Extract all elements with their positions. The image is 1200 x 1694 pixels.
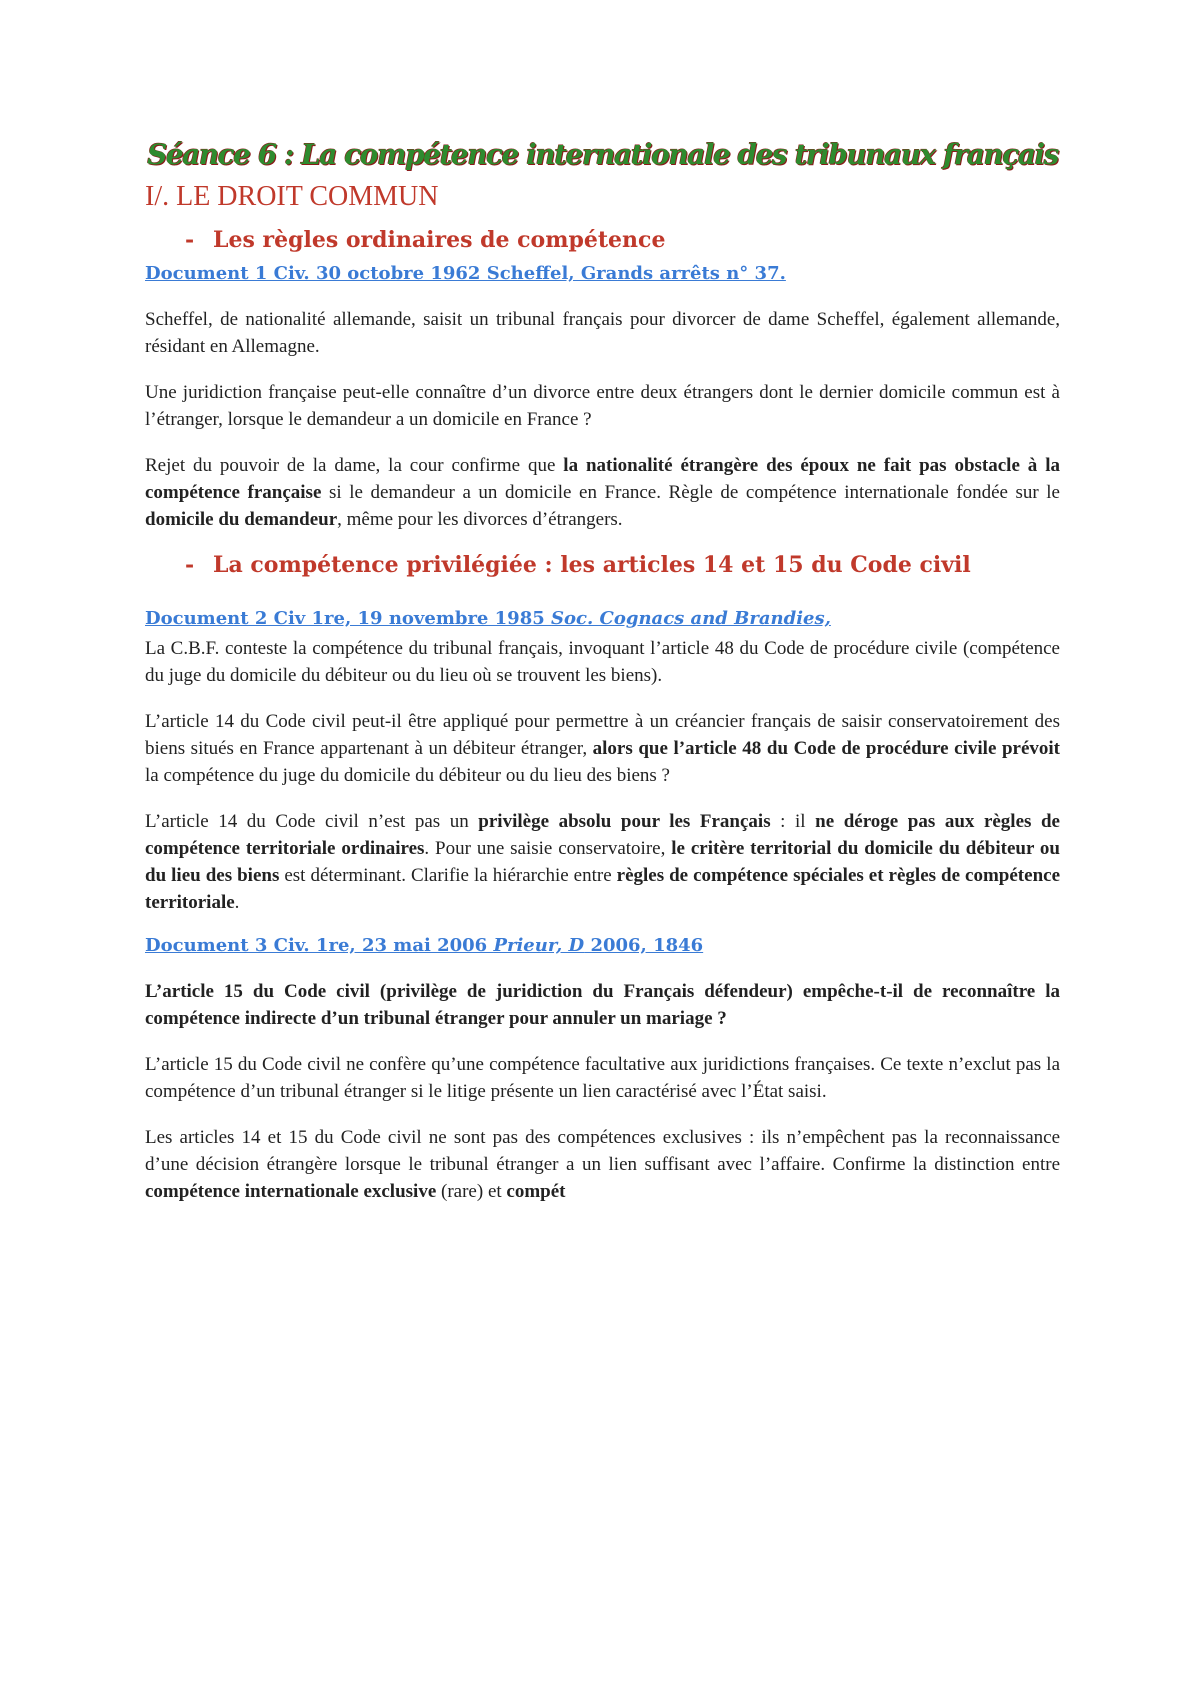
doc1-facts: Scheffel, de nationalité allemande, saisit un tribunal français pour divorcer de dame Scheffel, également allemande, résidant en Allemagne. — [145, 309, 1060, 357]
doc1-question: Une juridiction française peut-elle connaître d’un divorce entre deux étrangers dont le dernier domicile commun est à l’étranger, lorsque le demandeur a un domicile en France ? — [145, 382, 1060, 430]
subheading-ordinary-rules — [145, 227, 1060, 253]
subheading-privileged-competence — [145, 552, 1060, 578]
document-1-reference[interactable]: Document 1 Civ. 30 octobre 1962 Scheffel, Grands arrêts n° 37. — [145, 263, 786, 284]
doc3-question: L’article 15 du Code civil (privilège de juridiction du Français défendeur) empêche-t-il de reconnaître la compétence indirecte d’un tribunal étranger pour annuler un mariage ? — [145, 981, 1060, 1029]
bullet-dash: - — [185, 552, 195, 578]
doc2-solution: L’article 14 du Code civil n’est pas un privilège absolu pour les Français : il ne déroge pas aux règles de compétence territoriale ordinaires. Pour une saisie conservatoire, le critère territorial du domicile du débiteur ou du lieu des biens est déterminant. Clarifie la hiérarchie entre règles de compétence spéciales et règles de compétence territoriale. — [145, 811, 1060, 913]
document-3-reference[interactable]: Document 3 Civ. 1re, 23 mai 2006 Prieur, D 2006, 1846 — [145, 935, 704, 956]
doc3-scope: Les articles 14 et 15 du Code civil ne sont pas des compétences exclusives : ils n’empêchent pas la reconnaissance d’une décision étrangère lorsque le tribunal étranger a un lien suffisant avec l’affaire. Confirme la distinction entre compétence internationale exclusive (rare) et compét — [145, 1127, 1060, 1202]
doc2-facts: La C.B.F. conteste la compétence du tribunal français, invoquant l’article 48 du Code de procédure civile (compétence du juge du domicile du débiteur ou du lieu où se trouvent les biens). — [145, 638, 1060, 686]
doc3-solution: L’article 15 du Code civil ne confère qu’une compétence facultative aux juridictions françaises. Ce texte n’exclut pas la compétence d’un tribunal étranger si le litige présente un lien caractérisé avec l’État saisi. — [145, 1054, 1060, 1102]
document-content — [145, 138, 1060, 1224]
bullet-dash: - — [185, 227, 195, 253]
subheading-label: La compétence privilégiée : les articles 14 et 15 du Code civil — [213, 552, 971, 578]
document-2-reference[interactable]: Document 2 Civ 1re, 19 novembre 1985 Soc. Cognacs and Brandies, — [145, 608, 831, 629]
section-heading: I/. LE DROIT COMMUN — [145, 181, 439, 212]
subheading-label: Les règles ordinaires de compétence — [213, 227, 666, 253]
doc2-question: L’article 14 du Code civil peut-il être appliqué pour permettre à un créancier français de saisir conservatoirement des biens situés en France appartenant à un débiteur étranger, alors que l’article 48 du Code de procédure civile prévoit la compétence du juge du domicile du débiteur ou du lieu des biens ? — [145, 711, 1060, 786]
doc1-solution: Rejet du pouvoir de la dame, la cour confirme que la nationalité étrangère des époux ne fait pas obstacle à la compétence française si le demandeur a un domicile en France. Règle de compétence internationale fondée sur le domicile du demandeur, même pour les divorces d’étrangers. — [145, 455, 1060, 530]
document-title: Séance 6 : La compétence internationale des tribunaux français — [147, 138, 1058, 171]
